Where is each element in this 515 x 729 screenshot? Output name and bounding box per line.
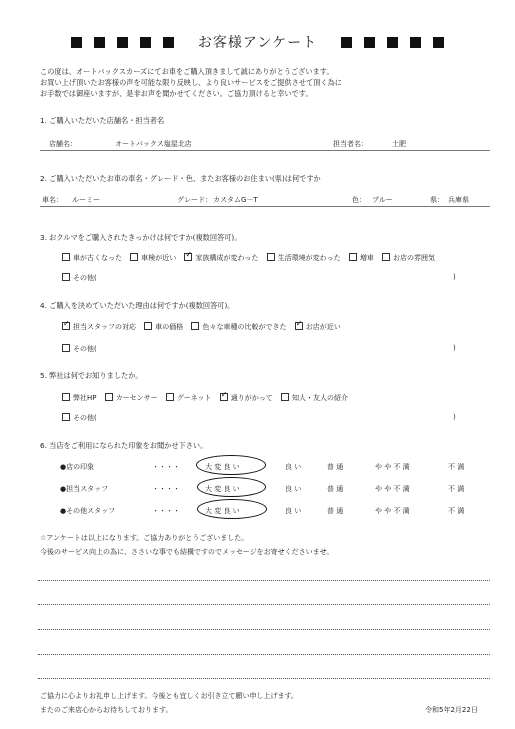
q5-option[interactable]: 知人・友人の紹介	[281, 393, 348, 403]
checkbox-checked[interactable]	[295, 322, 303, 330]
rating-average[interactable]: 普 通	[327, 507, 344, 515]
square-icon	[117, 37, 128, 48]
q4-option[interactable]: 色々な車種の比較ができた	[191, 322, 286, 332]
q4-other[interactable]: その他(	[62, 344, 97, 354]
q6-heading: 6. 当店をご利用になられた印象をお聞かせ下さい。	[40, 441, 208, 450]
checkbox[interactable]	[281, 393, 289, 401]
checkbox[interactable]	[62, 413, 70, 421]
q3-option[interactable]: 車検が近い	[130, 253, 176, 263]
rating-very-dissatisfied[interactable]: 不 満	[448, 507, 465, 515]
checkbox-checked[interactable]	[62, 322, 70, 330]
selection-circle	[196, 455, 266, 475]
grade-label: グレード：	[177, 196, 212, 204]
store-label: 店舗名：	[49, 140, 77, 148]
rating-good[interactable]: 良 い	[285, 463, 302, 471]
square-icon	[94, 37, 105, 48]
q3-option[interactable]: ✓ 家族構成が変わった	[184, 253, 258, 263]
square-icon	[433, 37, 444, 48]
message-line[interactable]	[38, 678, 490, 679]
q6-row-label: ●担当スタッフ	[60, 485, 109, 493]
q5-options	[62, 393, 354, 403]
rating-dissatisfied[interactable]: や や 不 満	[375, 507, 410, 515]
checkbox[interactable]	[130, 253, 138, 261]
q3-option[interactable]: 生活環境が変わった	[267, 253, 341, 263]
q6-row-dots: ・・・・	[152, 463, 180, 471]
square-icon	[364, 37, 375, 48]
checkbox[interactable]	[105, 393, 113, 401]
q6-row-label: ●その他スタッフ	[60, 507, 116, 515]
checkbox[interactable]	[62, 393, 70, 401]
q4-option[interactable]: ✓担当スタッフの対応	[62, 322, 136, 332]
message-line[interactable]	[38, 654, 490, 655]
square-icon	[410, 37, 421, 48]
rating-dissatisfied[interactable]: や や 不 満	[375, 485, 410, 493]
checkbox[interactable]	[62, 273, 70, 281]
rating-average[interactable]: 普 通	[327, 485, 344, 493]
rating-dissatisfied[interactable]: や や 不 満	[375, 463, 410, 471]
survey-date: 令和5年2月22日	[425, 706, 478, 714]
q3-option[interactable]: 増車	[349, 253, 374, 263]
q4-option[interactable]: 車の価格	[144, 322, 183, 332]
closing-line: 今後のサービス向上の為に、ささいな事でも結構ですのでメッセージをお寄せくださいませ。	[40, 548, 334, 556]
q6-row-label: ●店の印象	[60, 463, 95, 471]
rating-good[interactable]: 良 い	[285, 485, 302, 493]
pref-label: 県：	[430, 196, 444, 204]
q3-heading: 3. おクルマをご購入されたきっかけは何ですか(複数回答可)。	[40, 233, 242, 242]
intro-line: この度は、オートバックスカーズにてお車をご購入頂きまして誠にありがとうございます。	[40, 67, 334, 76]
q2-heading: 2. ご購入いただいたお車の車名・グレード・色、またお客様のお住まい(県)は何ですか	[40, 174, 321, 183]
q3-options	[62, 253, 441, 263]
selection-circle	[197, 499, 267, 519]
q1-heading: 1. ご購入いただいた店舗名・担当者名	[40, 116, 165, 125]
rating-excellent[interactable]: 大 変 良 い	[205, 463, 240, 471]
message-line[interactable]	[38, 629, 490, 630]
q4-option[interactable]: ✓ お店が近い	[295, 322, 341, 332]
q2-underline	[40, 206, 490, 207]
selection-circle	[197, 477, 266, 497]
rating-very-dissatisfied[interactable]: 不 満	[448, 485, 465, 493]
checkbox[interactable]	[267, 253, 275, 261]
checkbox-checked[interactable]	[220, 393, 228, 401]
staff-value[interactable]: 土肥	[392, 140, 406, 148]
pref-value[interactable]: 兵庫県	[448, 196, 469, 204]
q4-options	[62, 322, 347, 332]
q6-row-dots: ・・・・	[152, 485, 180, 493]
q5-option[interactable]: グーネット	[166, 393, 212, 403]
car-value[interactable]: ルーミー	[72, 196, 100, 204]
rating-very-dissatisfied[interactable]: 不 満	[448, 463, 465, 471]
checkbox[interactable]	[382, 253, 390, 261]
q3-other[interactable]: その他(	[62, 273, 97, 283]
square-icon	[163, 37, 174, 48]
square-icon	[140, 37, 151, 48]
q5-option[interactable]: 弊社HP	[62, 393, 97, 403]
q3-option[interactable]: お店の雰囲気	[382, 253, 435, 263]
closing-line: ☆アンケートは以上になります。ご協力ありがとうございました。	[40, 534, 249, 542]
rating-good[interactable]: 良 い	[285, 507, 302, 515]
checkbox[interactable]	[144, 322, 152, 330]
footer-line: ご協力に心よりお礼申し上げます。今後とも宜しくお引き立て願い申し上げます。	[40, 692, 298, 700]
title-text: お客様アンケート	[197, 35, 318, 51]
survey-title	[0, 32, 515, 52]
q1-underline	[40, 150, 490, 151]
checkbox[interactable]	[191, 322, 199, 330]
checkbox-checked[interactable]	[184, 253, 192, 261]
intro-line: お買い上げ頂いたお客様の声を可能な限り反映し、より良いサービスをご提供させて頂く為に	[40, 78, 342, 87]
q5-heading: 5. 弊社は何でお知りましたか。	[40, 371, 143, 380]
checkbox[interactable]	[62, 344, 70, 352]
car-label: 車名：	[42, 196, 63, 204]
intro-line: お手数では御座いますが、是非お声を聞かせてください。ご協力頂けると幸いです。	[40, 89, 313, 98]
checkbox[interactable]	[166, 393, 174, 401]
rating-excellent[interactable]: 大 変 良 い	[205, 485, 240, 493]
staff-label: 担当者名：	[333, 140, 368, 148]
message-line[interactable]	[38, 580, 490, 581]
store-value[interactable]: オートバックス塩屋北店	[115, 140, 192, 148]
checkbox[interactable]	[349, 253, 357, 261]
checkbox[interactable]	[62, 253, 70, 261]
color-label: 色：	[352, 196, 366, 204]
rating-average[interactable]: 普 通	[327, 463, 344, 471]
q4-heading: 4. ご購入を決めていただいた理由は何ですか(複数回答可)。	[40, 301, 235, 310]
q6-row-dots: ・・・・	[152, 507, 180, 515]
grade-value[interactable]: カスタムG－T	[213, 196, 258, 204]
q3-option[interactable]: 車が古くなった	[62, 253, 122, 263]
q3-other-close: )	[453, 273, 456, 281]
q5-option[interactable]: ✓ 通りがかって	[220, 393, 273, 403]
square-icon	[341, 37, 352, 48]
q4-other-close: )	[453, 344, 456, 352]
rating-excellent[interactable]: 大 変 良 い	[205, 507, 240, 515]
square-icon	[387, 37, 398, 48]
q5-other[interactable]: その他(	[62, 413, 97, 423]
square-icon	[71, 37, 82, 48]
color-value[interactable]: ブルー	[372, 196, 393, 204]
q5-other-close: )	[453, 413, 456, 421]
q5-option[interactable]: カーセンサー	[105, 393, 158, 403]
message-line[interactable]	[38, 604, 490, 605]
footer-line: またのご来店心からお待ちしております。	[40, 706, 173, 714]
